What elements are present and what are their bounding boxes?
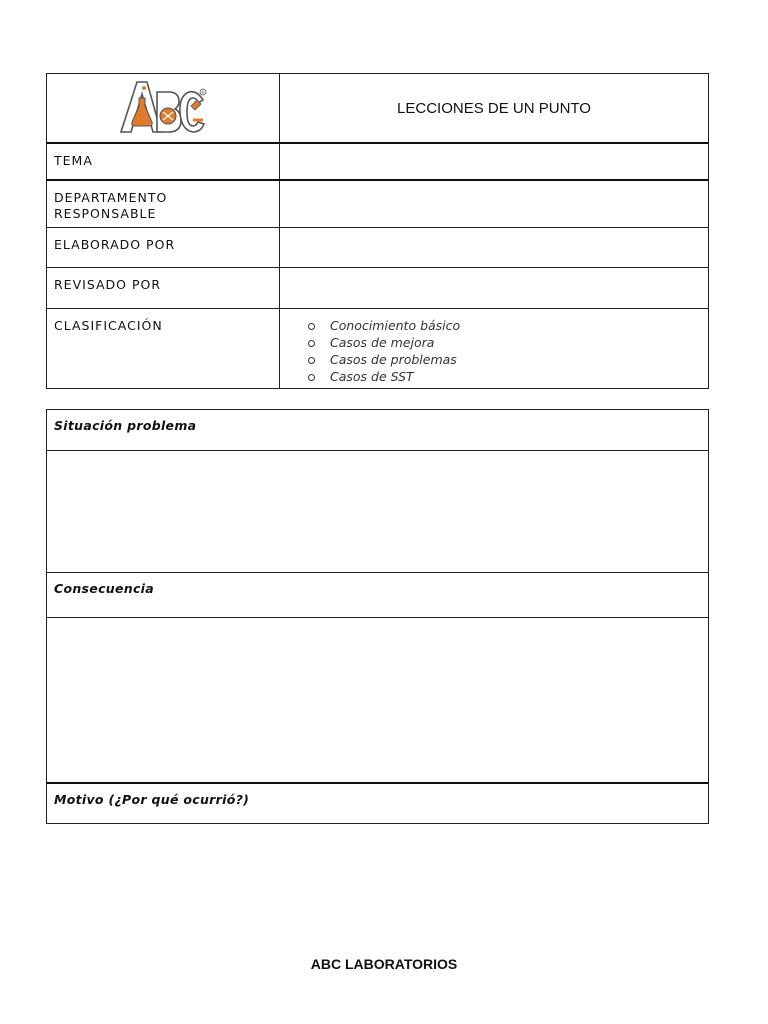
header-form-table: [46, 73, 709, 389]
document-title: LECCIONES DE UN PUNTO: [280, 74, 709, 144]
classification-label: CLASIFICACIÓN: [47, 308, 280, 388]
classification-option[interactable]: Casos de SST: [308, 368, 708, 385]
section-body-situacion[interactable]: [47, 451, 709, 573]
field-label-departamento: DEPARTAMENTO RESPONSABLE: [47, 180, 280, 227]
circle-bullet-icon: [308, 323, 315, 330]
field-value-elaborado[interactable]: [280, 227, 709, 267]
field-row-elaborado: [47, 227, 709, 267]
field-value-revisado[interactable]: [280, 267, 709, 308]
section-heading-situacion: Situación problema: [47, 410, 709, 451]
field-label-revisado: REVISADO POR: [47, 267, 280, 308]
classification-option[interactable]: Casos de mejora: [308, 334, 708, 351]
section-heading-motivo: Motivo (¿Por qué ocurrió?): [47, 783, 709, 824]
classification-option[interactable]: Conocimiento básico: [308, 317, 708, 334]
field-label-elaborado: ELABORADO POR: [47, 227, 280, 267]
abc-logo: [117, 76, 209, 136]
field-row-tema: [47, 143, 709, 180]
field-label-tema: TEMA: [47, 143, 280, 180]
circle-bullet-icon: [308, 340, 315, 347]
field-value-departamento[interactable]: [280, 180, 709, 227]
field-value-tema[interactable]: [280, 143, 709, 180]
footer-company-name: ABC LABORATORIOS: [310, 956, 458, 972]
classification-row: [47, 308, 709, 388]
classification-options-cell: [280, 308, 709, 388]
svg-text:®: ®: [201, 90, 205, 95]
classification-list: [280, 309, 708, 385]
section-heading-consecuencia: Consecuencia: [47, 573, 709, 618]
circle-bullet-icon: [308, 357, 315, 364]
circle-bullet-icon: [308, 374, 315, 381]
field-row-revisado: [47, 267, 709, 308]
lesson-sections-table: [46, 409, 709, 824]
field-row-departamento: [47, 180, 709, 227]
section-body-consecuencia[interactable]: [47, 618, 709, 783]
logo-cell: [47, 74, 280, 144]
classification-option[interactable]: Casos de problemas: [308, 351, 708, 368]
